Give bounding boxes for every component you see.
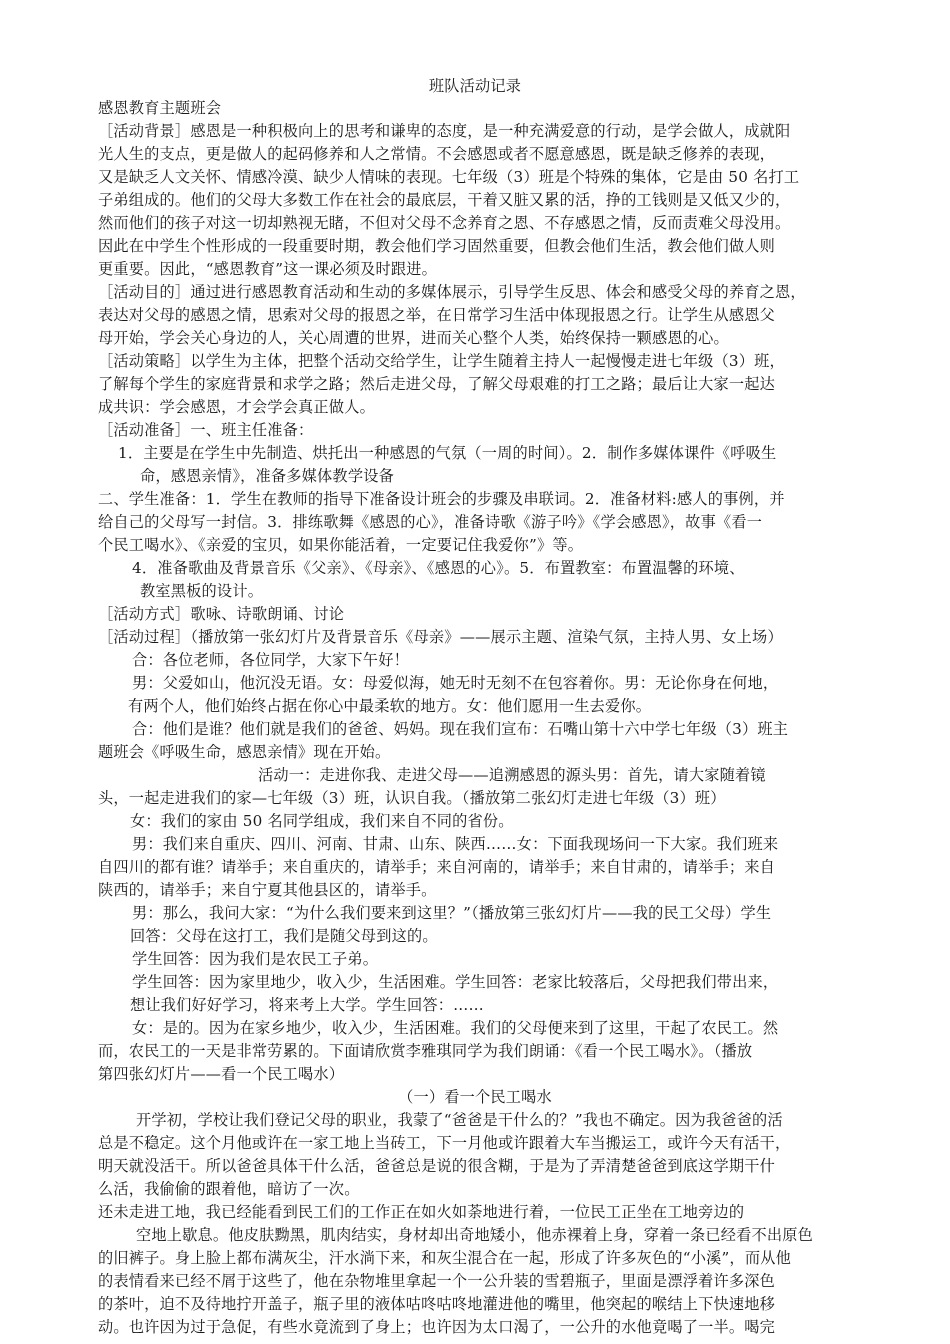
paragraph-line: 了解每个学生的家庭背景和求学之路；然后走进父母，了解父母艰难的打工之路；最后让大家一起达: [98, 375, 776, 393]
paragraph-line: 男：那么，我问大家：“为什么我们要来到这里？”（播放第三张幻灯片——我的民工父母）学生: [132, 904, 772, 922]
paragraph-line: 头，一起走进我们的家—七年级（3）班，认识自我。（播放第二张幻灯走进七年级（3）班）: [98, 789, 726, 807]
document-title: 班队活动记录: [428, 77, 522, 95]
paragraph-line: 给自己的父母写一封信。3．排练歌舞《感恩的心》，准备诗歌《游子吟》《学会感恩》，故事《看一: [98, 513, 763, 531]
paragraph-line: 而，农民工的一天是非常劳累的。下面请欣赏李雅琪同学为我们朗诵：《看一个民工喝水》。（播放: [98, 1042, 753, 1060]
paragraph-line: 想让我们好好学习，将来考上大学。学生回答：……: [130, 996, 484, 1014]
paragraph-line: ［活动目的］通过进行感恩教育活动和生动的多媒体展示，引导学生反思、体会和感受父母的养育之恩，: [98, 283, 806, 301]
paragraph-line: 活动一：走进你我、走进父母——追溯感恩的源头男：首先，请大家随着镜: [258, 766, 766, 784]
paragraph-line: 第四张幻灯片——看一个民工喝水）: [98, 1065, 345, 1083]
paragraph-line: 回答：父母在这打工，我们是随父母到这的。: [130, 927, 438, 945]
paragraph-line: 母开始，学会关心身边的人，关心周遭的世界，进而关心整个人类，始终保持一颗感恩的心。: [98, 329, 729, 347]
paragraph-line: 么活，我偷偷的跟着他，暗访了一次。: [98, 1180, 360, 1198]
paragraph-line: 成共识：学会感恩，才会学会真正做人。: [98, 398, 375, 416]
paragraph-line: 更重要。因此，“感恩教育”这一课必须及时跟进。: [98, 260, 438, 278]
paragraph-line: 动。也许因为过于急促，有些水竟流到了身上；也许因为太口渴了，一公升的水他竟喝了一半。喝完: [98, 1318, 776, 1336]
paragraph-line: ［活动策略］以学生为主体，把整个活动交给学生，让学生随着主持人一起慢慢走进七年级（3）班，: [98, 352, 785, 370]
paragraph-line: 还未走进工地，我已经能看到民工们的工作正在如火如荼地进行着，一位民工正坐在工地旁边的: [98, 1203, 745, 1221]
paragraph-line: 学生回答：因为家里地少，收入少，生活困难。学生回答：老家比较落后，父母把我们带出来，: [132, 973, 779, 991]
paragraph-line: 男：父爱如山，他沉没无语。女：母爱似海，她无时无刻不在包容着你。男：无论你身在何地，: [132, 674, 779, 692]
paragraph-line: 子弟组成的。他们的父母大多数工作在社会的最底层，干着又脏又累的活，挣的工钱则是又低又少的，: [98, 191, 791, 209]
paragraph-line: 的表情看来已经不屑于这些了，他在杂物堆里拿起一个一公升装的雪碧瓶子，里面是漂浮着许多深色: [98, 1272, 776, 1290]
paragraph-line: 4．准备歌曲及背景音乐《父亲》、《母亲》、《感恩的心》。5．布置教室：布置温馨的环境、: [132, 559, 745, 577]
document-subtitle: 感恩教育主题班会: [98, 99, 222, 117]
paragraph-line: 陕西的，请举手；来自宁夏其他县区的，请举手。: [98, 881, 437, 899]
paragraph-line: 题班会《呼吸生命，感恩亲情》现在开始。: [98, 743, 391, 761]
paragraph-line: 1．主要是在学生中先制造、烘托出一种感恩的气氛（一周的时间）。2．制作多媒体课件《呼吸生: [118, 444, 777, 462]
paragraph-line: 开学初，学校让我们登记父母的职业，我蒙了“爸爸是干什么的？”我也不确定。因为我爸爸的活: [136, 1111, 783, 1129]
paragraph-line: 总是不稳定。这个月他或许在一家工地上当砖工，下一月他或许跟着大车当搬运工，或许今天有活干，: [98, 1134, 791, 1152]
paragraph-line: 学生回答：因为我们是农民工子弟。: [132, 950, 379, 968]
paragraph-line: 然而他们的孩子对这一切却熟视无睹，不但对父母不念养育之恩、不存感恩之情，反而责难父母没用。: [98, 214, 791, 232]
paragraph-line: 二、学生准备：1．学生在教师的指导下准备设计班会的步骤及串联词。2．准备材料:感人的事例，并: [98, 490, 785, 508]
paragraph-line: 女：是的。因为在家乡地少，收入少，生活困难。我们的父母便来到了这里，干起了农民工。然: [132, 1019, 779, 1037]
paragraph-line: 合：各位老师，各位同学，大家下午好！: [132, 651, 409, 669]
paragraph-line: 有两个人，他们始终占据在你心中最柔软的地方。女：他们愿用一生去爱你。: [128, 697, 652, 715]
paragraph-line: 表达对父母的感恩之情，思索对父母的报恩之举，在日常学习生活中体现报恩之行。让学生从感恩父: [98, 306, 776, 324]
paragraph-line: 明天就没活干。所以爸爸具体干什么活，爸爸总是说的很含糊，于是为了弄清楚爸爸到底这学期干什: [98, 1157, 776, 1175]
paragraph-line: ［活动过程］（播放第一张幻灯片及背景音乐《母亲》——展示主题、渲染气氛，主持人男、女上场）: [98, 628, 783, 646]
paragraph-line: 命，感恩亲情》，准备多媒体教学设备: [140, 467, 394, 485]
paragraph-line: 又是缺乏人文关怀、情感冷漠、缺少人情味的表现。七年级（3）班是个特殊的集体，它是由 50 名打工: [98, 168, 800, 186]
paragraph-line: 女：我们的家由 50 名同学组成，我们来自不同的省份。: [130, 812, 514, 830]
paragraph-line: 的茶叶，迫不及待地拧开盖子，瓶子里的液体咕咚咕咚地灌进他的嘴里，他突起的喉结上下快速地移: [98, 1295, 776, 1313]
paragraph-line: ［活动准备］一、班主任准备：: [98, 421, 314, 439]
paragraph-line: 男：我们来自重庆、四川、河南、甘肃、山东、陕西……女：下面我现场问一下大家。我们班来: [132, 835, 779, 853]
paragraph-line: 自四川的都有谁？请举手；来自重庆的，请举手；来自河南的，请举手；来自甘肃的，请举手；来自: [98, 858, 776, 876]
section-heading: （一）看一个民工喝水: [398, 1088, 552, 1106]
paragraph-line: 空地上歇息。他皮肤黝黑，肌肉结实，身材却出奇地矮小，他赤裸着上身，穿着一条已经看不出原色: [136, 1226, 814, 1244]
paragraph-line: 因此在中学生个性形成的一段重要时期，教会他们学习固然重要，但教会他们生活，教会他们做人则: [98, 237, 776, 255]
paragraph-line: 教室黑板的设计。: [140, 582, 264, 600]
paragraph-line: ［活动背景］感恩是一种积极向上的思考和谦卑的态度，是一种充满爱意的行动，是学会做人，成就阳: [98, 122, 791, 140]
paragraph-line: 合：他们是谁？他们就是我们的爸爸、妈妈。现在我们宣布：石嘴山第十六中学七年级（3）班主: [132, 720, 789, 738]
paragraph-line: 个民工喝水》、《亲爱的宝贝，如果你能活着，一定要记住我爱你”》等。: [98, 536, 584, 554]
paragraph-line: 的旧裤子。身上脸上都布满灰尘，汗水淌下来，和灰尘混合在一起，形成了许多灰色的“小溪”，而从他: [98, 1249, 791, 1267]
paragraph-line: ［活动方式］歌咏、诗歌朗诵、讨论: [98, 605, 345, 623]
paragraph-line: 光人生的支点，更是做人的起码修养和人之常情。不会感恩或者不愿意感恩，既是缺乏修养的表现，: [98, 145, 776, 163]
